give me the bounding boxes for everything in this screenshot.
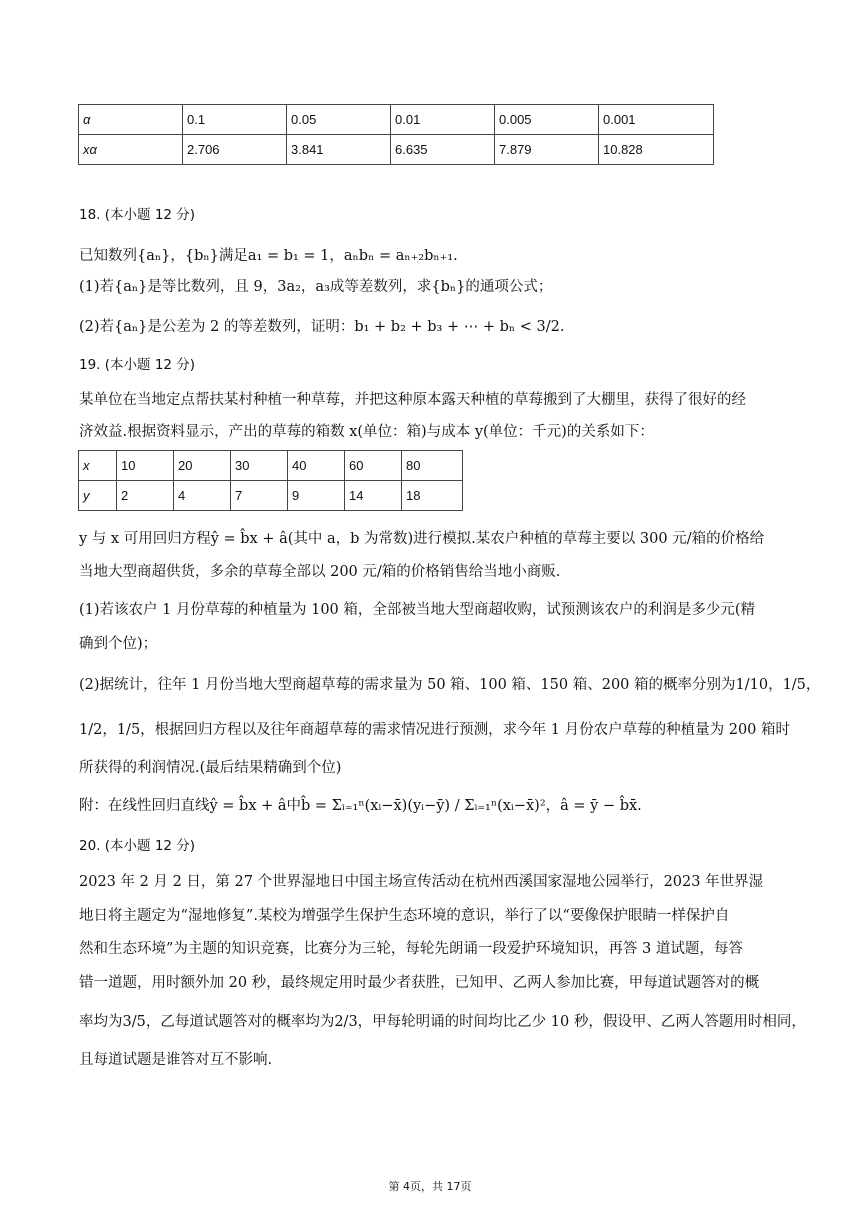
q20-paragraph: 2023 年 2 月 2 日，第 27 个世界湿地日中国主场宣传活动在杭州西溪国家湿地公园举行，2023 年世界湿 — [79, 874, 764, 890]
q18-heading: 18. (本小题 12 分) — [79, 207, 196, 223]
table-cell: α — [79, 105, 183, 135]
table-cell: 10 — [117, 451, 174, 481]
table-cell: y — [79, 481, 117, 511]
table-cell: 9 — [288, 481, 345, 511]
table-row — [79, 451, 463, 481]
q20-paragraph: 且每道试题是谁答对互不影响. — [79, 1052, 273, 1068]
table-cell: 6.635 — [391, 135, 495, 165]
q19-part2: (2)据统计，往年 1 月份当地大型商超草莓的需求量为 50 箱、100 箱、150 箱、200 箱的概率分别为1/10，1/5， — [79, 677, 821, 693]
table-cell: 10.828 — [599, 135, 714, 165]
q19-appendix: 附：在线性回归直线ŷ = b̂x + â中b̂ = Σᵢ₌₁ⁿ(xᵢ−x̄)(yᵢ−ȳ) / Σᵢ₌₁ⁿ(xᵢ−x̄)²，â = ȳ − b̂x̄. — [79, 798, 642, 814]
q19-paragraph: 某单位在当地定点帮扶某村种植一种草莓，并把这种原本露天种植的草莓搬到了大棚里，获得了很好的经 — [79, 392, 746, 408]
q19-paragraph: 济效益.根据资料显示，产出的草莓的箱数 x(单位：箱)与成本 y(单位：千元)的关系如下： — [79, 424, 654, 440]
alpha-table — [78, 104, 714, 165]
table-cell: xα — [79, 135, 183, 165]
table-cell: 18 — [402, 481, 463, 511]
q19-heading: 19. (本小题 12 分) — [79, 357, 196, 373]
table-cell: 40 — [288, 451, 345, 481]
q18-part2: (2)若{aₙ}是公差为 2 的等差数列，证明：b₁ + b₂ + b₃ + ⋯ + bₙ < 3/2. — [79, 319, 565, 335]
table-cell: 2 — [117, 481, 174, 511]
table-cell: 0.001 — [599, 105, 714, 135]
table-cell: 60 — [345, 451, 402, 481]
table-cell: 3.841 — [287, 135, 391, 165]
q20-heading: 20. (本小题 12 分) — [79, 838, 196, 854]
q20-paragraph: 地日将主题定为“湿地修复”.某校为增强学生保护生态环境的意识，举行了以“要像保护眼睛一样保护自 — [79, 908, 730, 924]
table-cell: 0.01 — [391, 105, 495, 135]
table-cell: 0.05 — [287, 105, 391, 135]
table-cell: 2.706 — [183, 135, 287, 165]
q19-paragraph: 当地大型商超供货，多余的草莓全部以 200 元/箱的价格销售给当地小商贩. — [79, 564, 561, 580]
q19-part2: 所获得的利润情况.(最后结果精确到个位) — [79, 760, 342, 776]
table-cell: 4 — [174, 481, 231, 511]
table-cell: 14 — [345, 481, 402, 511]
table-cell: 80 — [402, 451, 463, 481]
table-cell: x — [79, 451, 117, 481]
q18-statement: 已知数列{aₙ}，{bₙ}满足a₁ = b₁ = 1，aₙbₙ = aₙ₊₂bₙ₊₁. — [79, 248, 458, 264]
table-cell: 0.1 — [183, 105, 287, 135]
q19-part1: (1)若该农户 1 月份草莓的种植量为 100 箱，全部被当地大型商超收购，试预测该农户的利润是多少元(精 — [79, 602, 756, 618]
table-cell: 30 — [231, 451, 288, 481]
table-row — [79, 481, 463, 511]
table-cell: 7.879 — [495, 135, 599, 165]
table-row — [79, 105, 714, 135]
xy-data-table — [78, 450, 463, 511]
page-number: 第 4页，共 17页 — [388, 1180, 472, 1193]
table-cell: 7 — [231, 481, 288, 511]
q20-paragraph: 错一道题，用时额外加 20 秒，最终规定用时最少者获胜，已知甲、乙两人参加比赛，甲每道试题答对的概 — [79, 975, 760, 991]
q20-paragraph: 率均为3/5，乙每道试题答对的概率均为2/3，甲每轮明诵的时间均比乙少 10 秒，假设甲、乙两人答题用时相同， — [79, 1014, 806, 1030]
q19-part2: 1/2，1/5，根据回归方程以及往年商超草莓的需求情况进行预测，求今年 1 月份农户草莓的种植量为 200 箱时 — [79, 722, 791, 738]
q18-part1: (1)若{aₙ}是等比数列，且 9，3a₂，a₃成等差数列，求{bₙ}的通项公式； — [79, 279, 553, 295]
q19-paragraph: y 与 x 可用回归方程ŷ = b̂x + â(其中 a，b 为常数)进行模拟.某农户种植的草莓主要以 300 元/箱的价格给 — [79, 531, 765, 547]
table-cell: 20 — [174, 451, 231, 481]
q20-paragraph: 然和生态环境”为主题的知识竞赛，比赛分为三轮，每轮先朗诵一段爱护环境知识，再答 3 道试题，每答 — [79, 941, 743, 957]
table-row — [79, 135, 714, 165]
q19-part1: 确到个位)； — [79, 636, 158, 652]
table-cell: 0.005 — [495, 105, 599, 135]
